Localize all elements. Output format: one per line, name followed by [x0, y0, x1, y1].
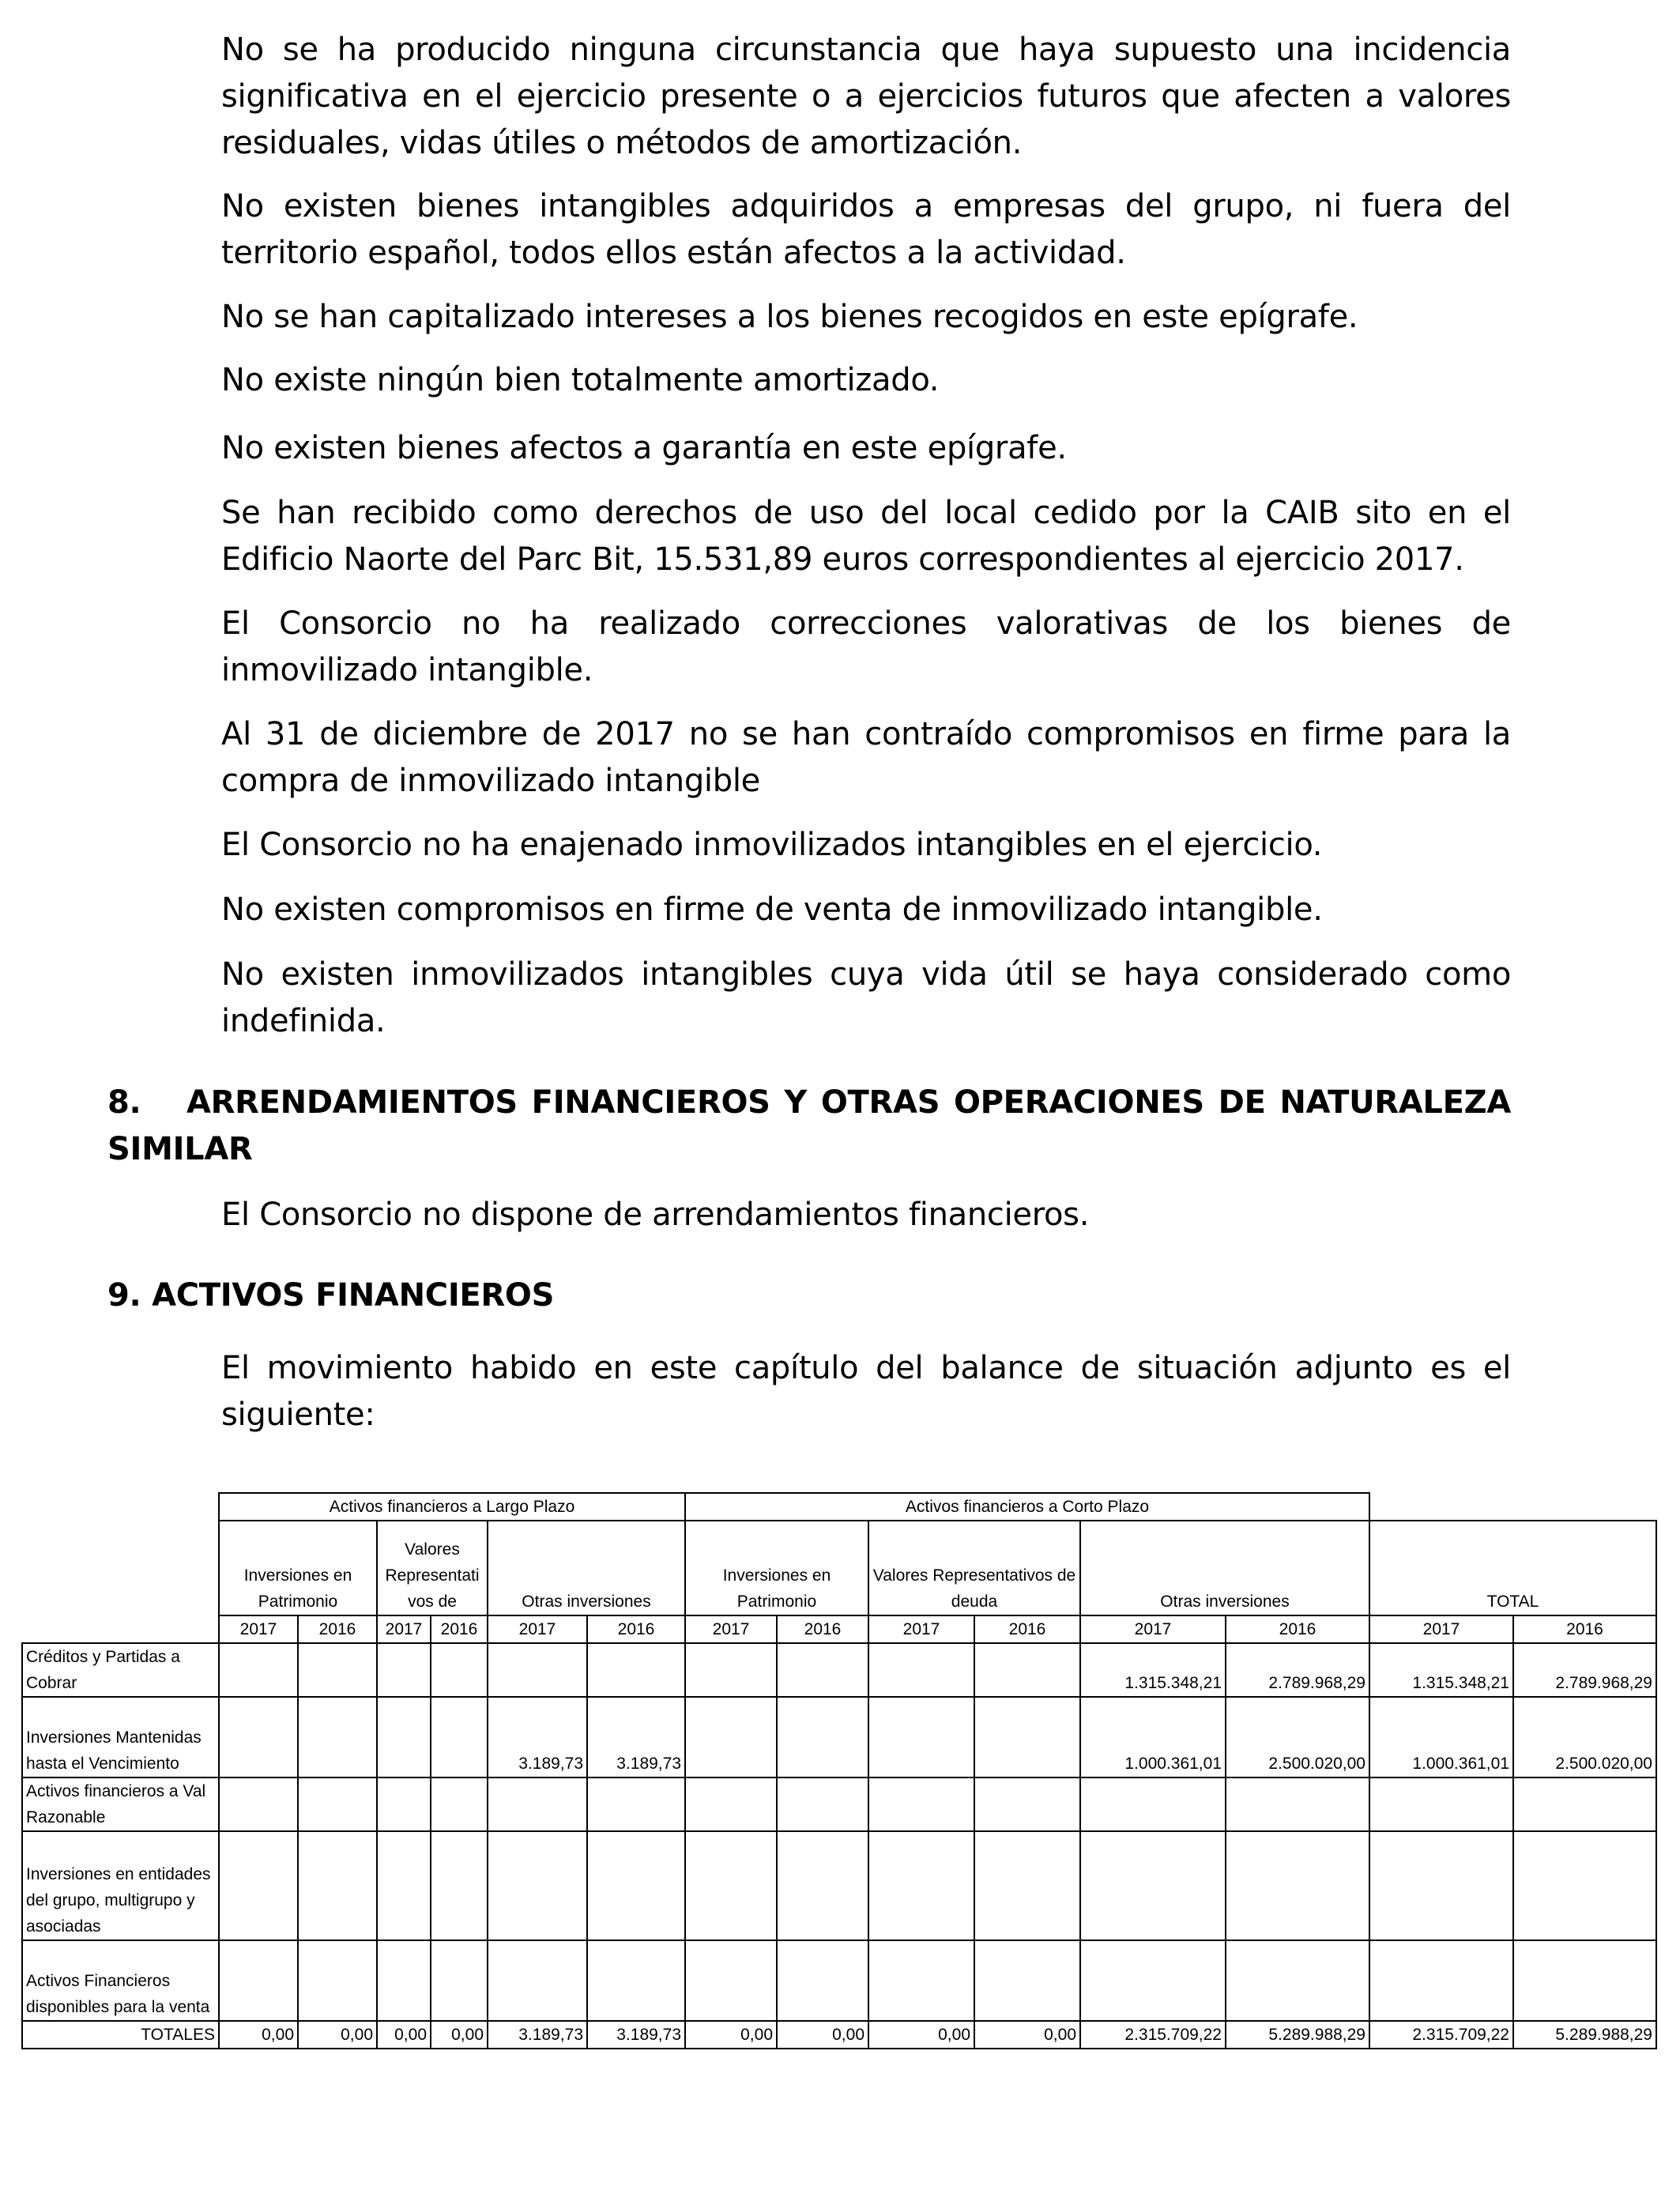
table-cell	[685, 1777, 777, 1831]
section-8-text: El Consorcio no dispone de arrendamientos financieros.	[221, 1197, 1090, 1233]
table-cell	[219, 1940, 298, 2021]
total-cell: 0,00	[777, 2021, 868, 2049]
group-header-short-term: Activos financieros a Corto Plazo	[685, 1493, 1369, 1521]
table-row	[22, 1831, 1656, 1940]
table-cell	[868, 1777, 974, 1831]
row-label: Inversiones Mantenidas hasta el Vencimiento	[22, 1697, 219, 1777]
table-cell	[1513, 1777, 1656, 1831]
table-cell	[685, 1697, 777, 1777]
totals-label: TOTALES	[22, 2021, 219, 2049]
table-cell	[587, 1940, 685, 2021]
paragraph-incidencia: No se ha producido ninguna circunstancia que haya supuesto una incidencia significativa en el ejercicio presente o a ejercicios futuros que afecten a valores residuales, vidas útiles o métodos de amortización.	[221, 32, 1511, 161]
subheader-inv-patrimonio-cp: Inversiones en Patrimonio	[685, 1521, 868, 1615]
year-header: 2017	[685, 1615, 777, 1643]
table-subheader-row	[22, 1521, 1656, 1615]
subheader-otras-cp: Otras inversiones	[1080, 1521, 1369, 1615]
table-cell	[868, 1697, 974, 1777]
paragraph-derechos-uso: Se han recibido como derechos de uso del local cedido por la CAIB sito en el Edificio Naorte del Parc Bit, 15.531,89 euros correspondientes al ejercicio 2017.	[221, 495, 1511, 578]
table-cell	[685, 1831, 777, 1940]
year-header: 2017	[377, 1615, 431, 1643]
table-cell	[219, 1643, 298, 1697]
total-cell: 5.289.988,29	[1513, 2021, 1656, 2049]
section-9-heading	[107, 1272, 1511, 1319]
year-header: 2017	[1369, 1615, 1513, 1643]
table-cell	[377, 1831, 431, 1940]
table-cell: 3.189,73	[488, 1697, 587, 1777]
table-cell	[488, 1777, 587, 1831]
table-cell	[298, 1643, 377, 1697]
total-cell: 2.315.709,22	[1080, 2021, 1226, 2049]
row-label: Activos financieros a Val Razonable	[22, 1777, 219, 1831]
table-totals-row	[22, 2021, 1656, 2049]
table-cell	[298, 1697, 377, 1777]
total-cell: 5.289.988,29	[1226, 2021, 1369, 2049]
table-cell	[219, 1831, 298, 1940]
year-header: 2016	[974, 1615, 1080, 1643]
table-cell	[685, 1643, 777, 1697]
row-label: Activos Financieros disponibles para la venta	[22, 1940, 219, 2021]
paragraph-bienes-grupo: No existen bienes intangibles adquiridos a empresas del grupo, ni fuera del territorio español, todos ellos están afectos a la actividad.	[221, 188, 1511, 271]
table-cell	[974, 1697, 1080, 1777]
total-cell: 0,00	[685, 2021, 777, 2049]
table-cell	[1080, 1831, 1226, 1940]
subheader-total: TOTAL	[1369, 1521, 1656, 1615]
table-cell	[587, 1777, 685, 1831]
total-cell: 0,00	[431, 2021, 488, 2049]
subheader-valores-cp: Valores Representativos de deuda	[868, 1521, 1080, 1615]
table-cell	[974, 1777, 1080, 1831]
paragraph-vida-util: No existen inmovilizados intangibles cuya vida útil se haya considerado como indefinida.	[221, 956, 1511, 1039]
year-header: 2016	[777, 1615, 868, 1643]
table-cell	[219, 1697, 298, 1777]
table-row	[22, 1697, 1656, 1777]
year-header: 2016	[1513, 1615, 1656, 1643]
table-cell: 1.315.348,21	[1369, 1643, 1513, 1697]
table-cell	[777, 1940, 868, 2021]
year-header: 2016	[431, 1615, 488, 1643]
table-cell	[777, 1777, 868, 1831]
year-header: 2017	[868, 1615, 974, 1643]
table-cell	[219, 1777, 298, 1831]
table-years-row	[22, 1615, 1656, 1643]
table-cell	[488, 1643, 587, 1697]
row-label: Inversiones en entidades del grupo, multigrupo y asociadas	[22, 1831, 219, 1940]
table-cell	[587, 1831, 685, 1940]
table-cell	[1513, 1831, 1656, 1940]
table-cell	[1513, 1940, 1656, 2021]
table-cell: 3.189,73	[587, 1697, 685, 1777]
table-cell	[1226, 1777, 1369, 1831]
table-cell	[298, 1940, 377, 2021]
total-cell: 3.189,73	[587, 2021, 685, 2049]
section-8-heading	[107, 1080, 1511, 1173]
section-9-title: ACTIVOS FINANCIEROS	[152, 1277, 555, 1314]
table-cell	[1226, 1940, 1369, 2021]
table-cell: 1.000.361,01	[1369, 1697, 1513, 1777]
table-cell	[488, 1940, 587, 2021]
table-cell	[431, 1940, 488, 2021]
year-header: 2016	[298, 1615, 377, 1643]
table-cell	[974, 1643, 1080, 1697]
total-cell: 0,00	[868, 2021, 974, 2049]
table-cell	[377, 1777, 431, 1831]
table-cell	[1226, 1831, 1369, 1940]
total-cell: 0,00	[219, 2021, 298, 2049]
group-header-long-term: Activos financieros a Largo Plazo	[219, 1493, 685, 1521]
table-cell	[685, 1940, 777, 2021]
year-header: 2016	[587, 1615, 685, 1643]
subheader-inv-patrimonio-lp: Inversiones en Patrimonio	[219, 1521, 377, 1615]
financial-assets-table	[21, 1492, 1657, 2049]
total-cell: 2.315.709,22	[1369, 2021, 1513, 2049]
table-cell	[777, 1831, 868, 1940]
section-8-title: ARRENDAMIENTOS FINANCIEROS Y OTRAS OPERACIONES DE NATURALEZA SIMILAR	[107, 1084, 1511, 1167]
paragraph-compromisos-venta: No existen compromisos en firme de venta de inmovilizado intangible.	[221, 892, 1323, 928]
table-row	[22, 1940, 1656, 2021]
table-cell	[587, 1643, 685, 1697]
year-header: 2016	[1226, 1615, 1369, 1643]
section-9-number: 9.	[107, 1277, 141, 1314]
section-8-number: 8.	[107, 1084, 141, 1121]
section-9-text: El movimiento habido en este capítulo del balance de situación adjunto es el siguiente:	[221, 1350, 1511, 1433]
table-cell	[488, 1831, 587, 1940]
table-cell	[431, 1697, 488, 1777]
table-cell	[377, 1643, 431, 1697]
table-cell: 2.500.020,00	[1513, 1697, 1656, 1777]
table-cell	[868, 1831, 974, 1940]
total-cell: 0,00	[298, 2021, 377, 2049]
table-row	[22, 1643, 1656, 1697]
paragraph-amortizado: No existe ningún bien totalmente amortizado.	[221, 362, 940, 398]
table-cell	[1080, 1777, 1226, 1831]
total-cell: 0,00	[974, 2021, 1080, 2049]
table-cell: 2.789.968,29	[1226, 1643, 1369, 1697]
subheader-otras-lp: Otras inversiones	[488, 1521, 685, 1615]
table-cell	[777, 1643, 868, 1697]
row-label: Créditos y Partidas a Cobrar	[22, 1643, 219, 1697]
year-header: 2017	[488, 1615, 587, 1643]
paragraph-compromisos-compra: Al 31 de diciembre de 2017 no se han contraído compromisos en firme para la compra de inmovilizado intangible	[221, 716, 1511, 799]
total-cell: 3.189,73	[488, 2021, 587, 2049]
table-cell	[1369, 1777, 1513, 1831]
table-cell: 2.500.020,00	[1226, 1697, 1369, 1777]
table-cell	[298, 1831, 377, 1940]
paragraph-garantia: No existen bienes afectos a garantía en este epígrafe.	[221, 430, 1067, 466]
table-cell	[298, 1777, 377, 1831]
table-cell	[431, 1777, 488, 1831]
table-cell	[868, 1940, 974, 2021]
table-cell	[1080, 1940, 1226, 2021]
year-header: 2017	[1080, 1615, 1226, 1643]
table-cell	[377, 1697, 431, 1777]
table-cell	[1369, 1831, 1513, 1940]
paragraph-intereses: No se han capitalizado intereses a los bienes recogidos en este epígrafe.	[221, 299, 1358, 335]
paragraph-correcciones: El Consorcio no ha realizado correcciones valorativas de los bienes de inmovilizado intangible.	[221, 605, 1511, 688]
table-cell	[974, 1940, 1080, 2021]
table-group-header-row	[22, 1493, 1656, 1521]
table-cell	[377, 1940, 431, 2021]
table-cell: 1.000.361,01	[1080, 1697, 1226, 1777]
table-cell	[868, 1643, 974, 1697]
table-cell: 1.315.348,21	[1080, 1643, 1226, 1697]
table-cell	[431, 1831, 488, 1940]
table-cell	[777, 1697, 868, 1777]
table-cell: 2.789.968,29	[1513, 1643, 1656, 1697]
paragraph-enajenado: El Consorcio no ha enajenado inmovilizados intangibles en el ejercicio.	[221, 827, 1323, 863]
year-header: 2017	[219, 1615, 298, 1643]
subheader-valores-lp: Valores Representati vos de	[377, 1521, 488, 1615]
table-cell	[431, 1643, 488, 1697]
table-cell	[974, 1831, 1080, 1940]
table-cell	[1369, 1940, 1513, 2021]
total-cell: 0,00	[377, 2021, 431, 2049]
table-row	[22, 1777, 1656, 1831]
